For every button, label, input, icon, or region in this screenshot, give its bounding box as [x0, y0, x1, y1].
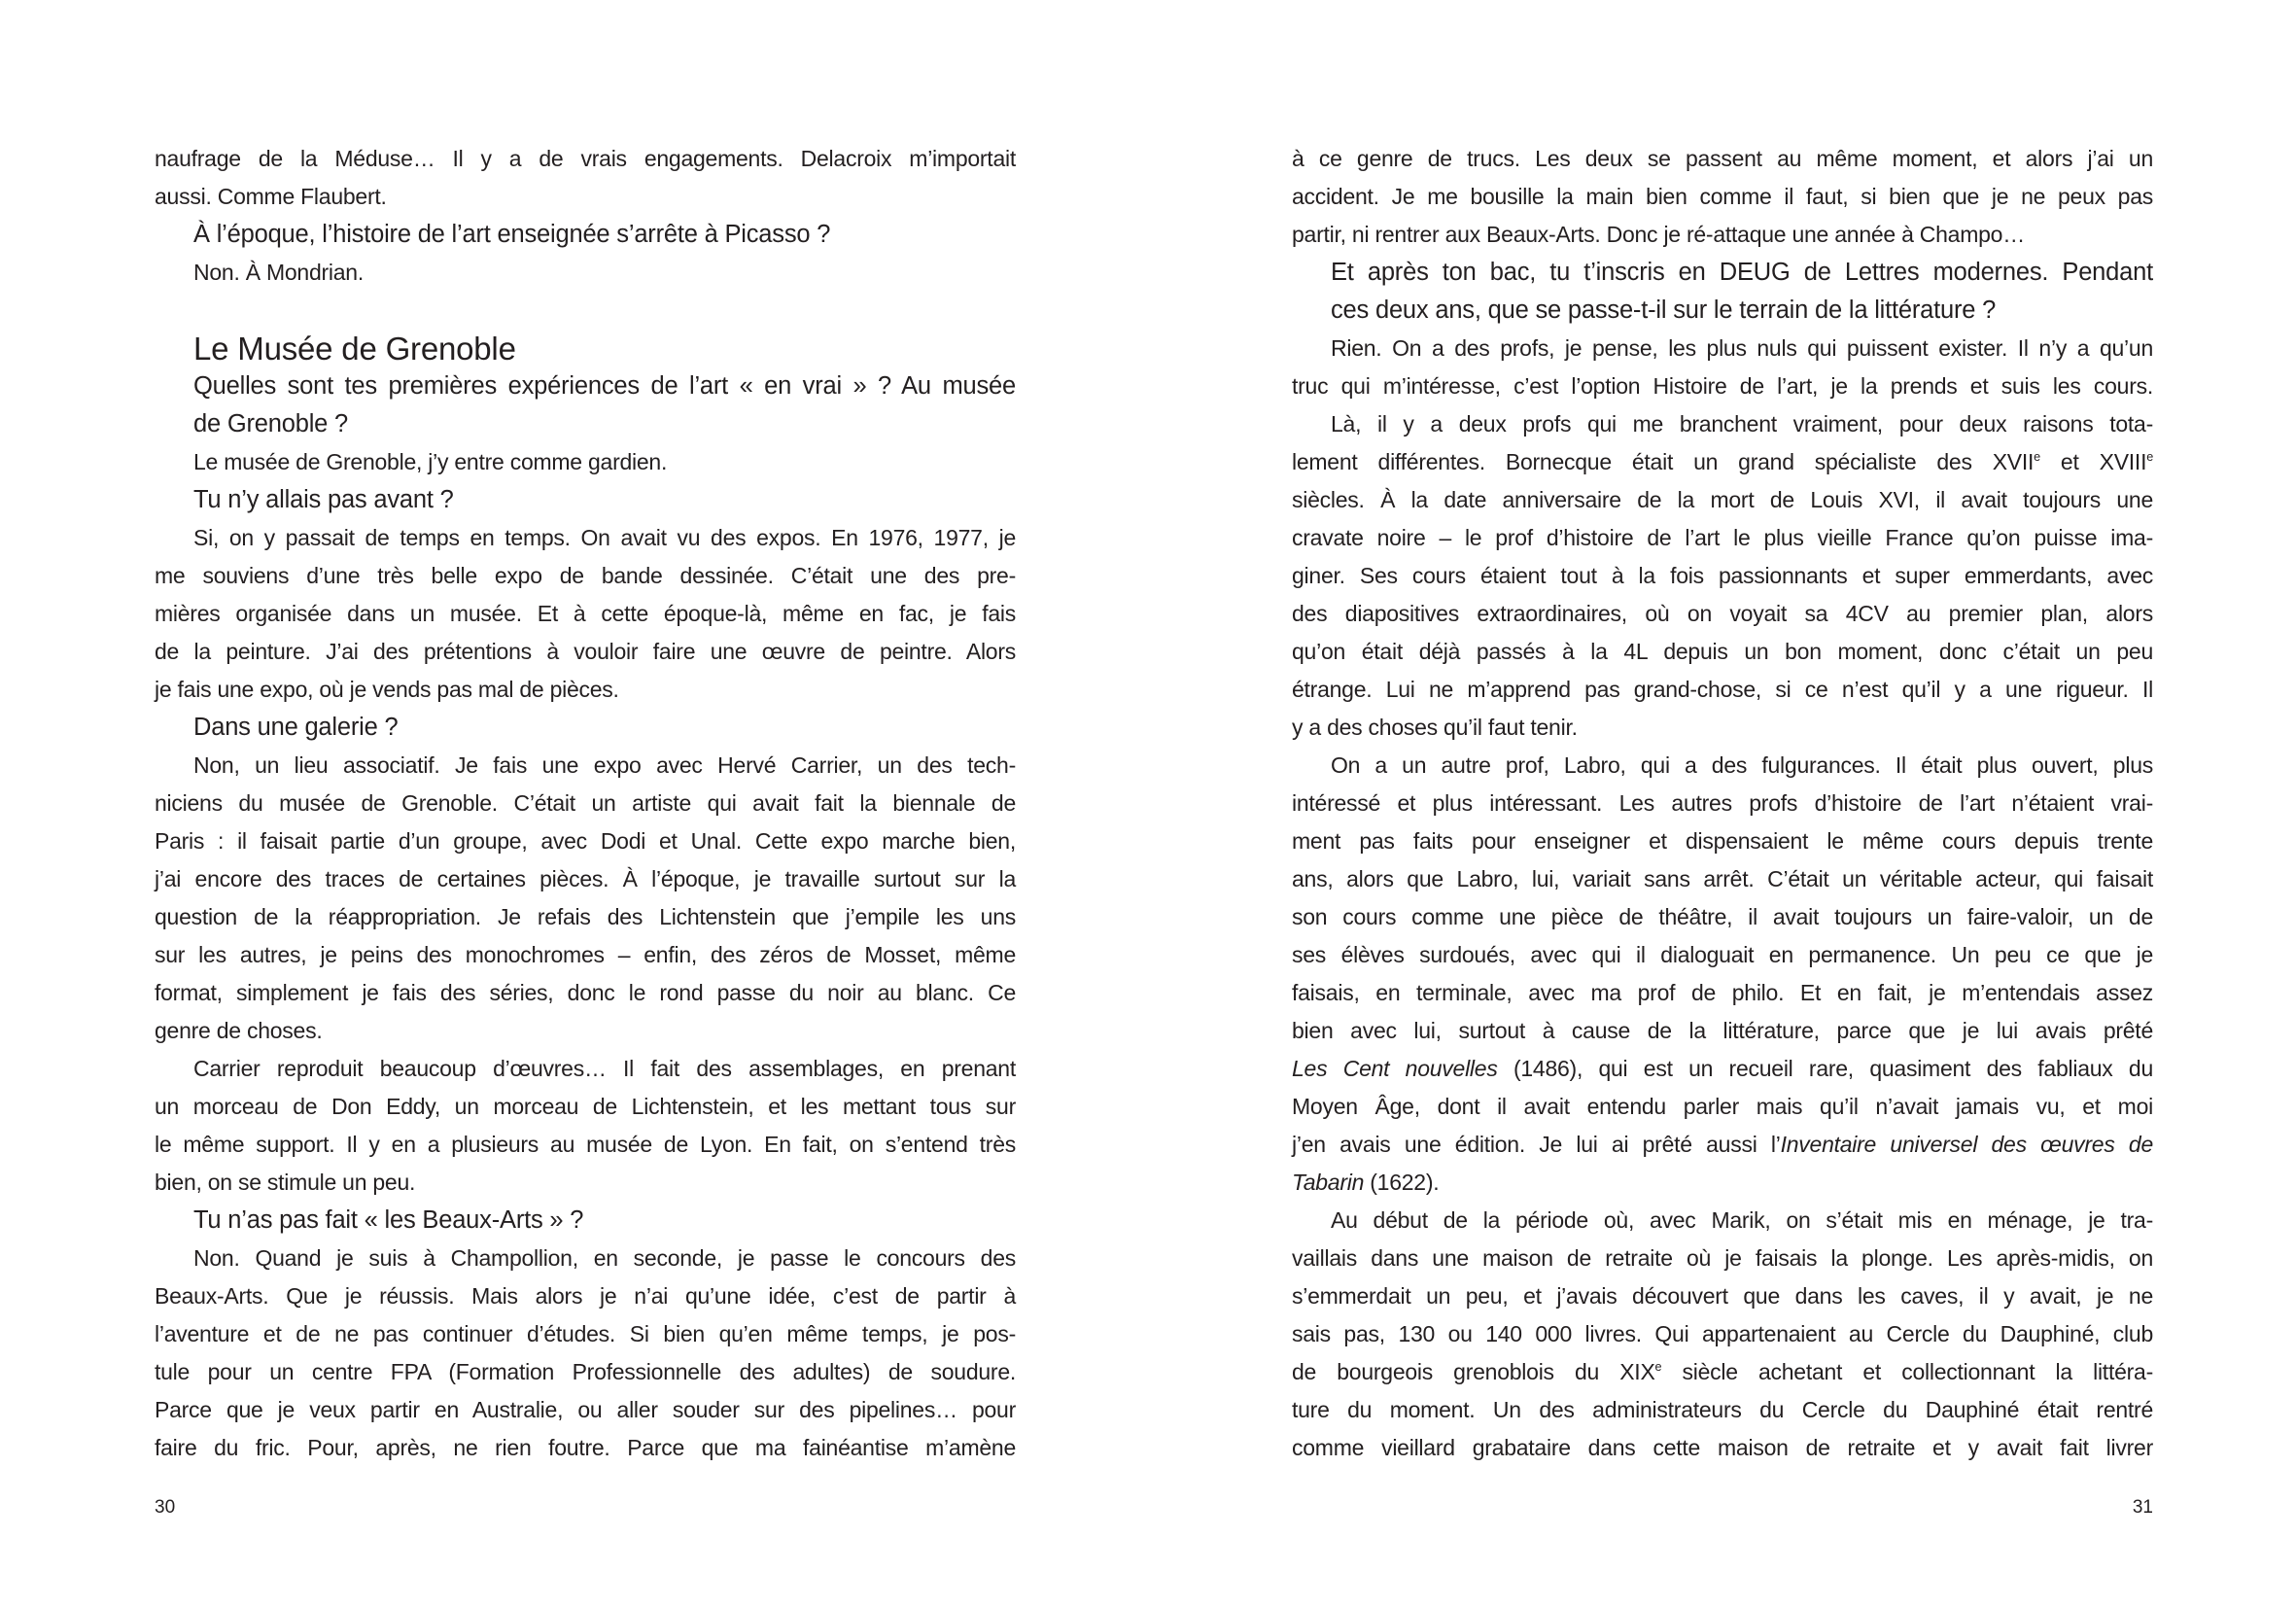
line-content: je fais une expo, où je vends pas mal de pièces.	[155, 677, 619, 702]
line-content: giner. Ses cours étaient tout à la fois passionnants et super emmerdants, avec	[1292, 563, 2153, 588]
text-line	[1292, 216, 2153, 254]
line-content: bien, on se stimule un peu.	[155, 1170, 416, 1195]
text-line	[155, 254, 1016, 292]
line-content: ture du moment. Un des administrateurs du Cercle du Dauphiné était rentré	[1292, 1397, 2153, 1422]
line-content: Le Musée de Grenoble	[193, 331, 516, 367]
text-line	[1292, 898, 2153, 936]
text-line	[155, 785, 1016, 822]
line-content: Non, un lieu associatif. Je fais une expo avec Hervé Carrier, un des tech-	[193, 752, 1016, 778]
line-content	[1292, 1132, 2153, 1157]
interview-question	[155, 481, 1016, 519]
line-content: le même support. Il y en a plusieurs au musée de Lyon. En fait, on s’entend très	[155, 1132, 1016, 1157]
text-line	[155, 747, 1016, 785]
line-content: Et après ton bac, tu t’inscris en DEUG de Lettres modernes. Pendant	[1331, 259, 2153, 286]
text-line	[155, 898, 1016, 936]
line-content: Tu n’y allais pas avant ?	[193, 486, 454, 513]
text-line	[1292, 1353, 2153, 1391]
line-content	[1292, 1056, 2153, 1081]
text-line	[1292, 1202, 2153, 1240]
line-content: Dans une galerie ?	[193, 714, 399, 741]
text-segment: j’en avais une édition. Je lui ai prêté aussi l’	[1292, 1132, 1781, 1157]
line-content: comme vieillard grabataire dans cette maison de retraite et y avait fait livrer	[1292, 1435, 2153, 1460]
text-line	[1292, 595, 2153, 633]
text-line	[155, 443, 1016, 481]
line-content: l’aventure et de ne pas continuer d’études. Si bien qu’en même temps, je pos-	[155, 1321, 1016, 1346]
text-line	[155, 1164, 1016, 1202]
line-content: Si, on y passait de temps en temps. On avait vu des expos. En 1976, 1977, je	[193, 525, 1016, 550]
text-line	[1292, 330, 2153, 367]
text-line	[155, 1240, 1016, 1277]
line-content: Tu n’as pas fait « les Beaux-Arts » ?	[193, 1206, 584, 1234]
text-line	[1292, 974, 2153, 1012]
text-line	[155, 822, 1016, 860]
line-content: niciens du musée de Grenoble. C’était un artiste qui avait fait la biennale de	[155, 790, 1016, 816]
text-line	[1292, 633, 2153, 671]
line-content: partir, ni rentrer aux Beaux-Arts. Donc je ré-attaque une année à Champo…	[1292, 222, 2025, 247]
line-content: question de la réappropriation. Je refais des Lichtenstein que j’empile les uns	[155, 904, 1016, 929]
line-content: s’emmerdait un peu, et j’avais découvert que dans les caves, il y avait, je ne	[1292, 1283, 2153, 1309]
line-content	[1292, 449, 2153, 474]
text-line	[1292, 1391, 2153, 1429]
line-content: À l’époque, l’histoire de l’art enseignée s’arrête à Picasso ?	[193, 221, 831, 248]
text-line	[1292, 443, 2153, 481]
line-content: accident. Je me bousille la main bien comme il faut, si bien que je ne peux pas	[1292, 184, 2153, 209]
line-content: des diapositives extraordinaires, où on voyait sa 4CV au premier plan, alors	[1292, 601, 2153, 626]
text-line	[1292, 1012, 2153, 1050]
line-content: vaillais dans une maison de retraite où je faisais la plonge. Les après-midis, on	[1292, 1245, 2153, 1271]
line-content: truc qui m’intéresse, c’est l’option Histoire de l’art, je la prends et suis les cours.	[1292, 373, 2153, 399]
text-line	[155, 557, 1016, 595]
text-line	[1292, 709, 2153, 747]
line-content: Là, il y a deux profs qui me branchent vraiment, pour deux raisons tota-	[1331, 411, 2153, 437]
line-content: ment pas faits pour enseigner et dispensaient le même cours depuis trente	[1292, 828, 2153, 854]
line-content: ses élèves surdoués, avec qui il dialoguait en permanence. Un peu ce que je	[1292, 942, 2153, 967]
interview-question	[1292, 292, 2153, 330]
text-line	[1292, 178, 2153, 216]
text-line	[1292, 747, 2153, 785]
italic-title: Tabarin	[1292, 1170, 1365, 1195]
line-content: intéressé et plus intéressant. Les autres profs d’histoire de l’art n’étaient vrai-	[1292, 790, 2153, 816]
italic-title: Inventaire universel des œuvres de	[1780, 1132, 2153, 1157]
right-page-text	[1292, 140, 2153, 1467]
line-content: On a un autre prof, Labro, qui a des fulgurances. Il était plus ouvert, plus	[1331, 752, 2153, 778]
line-content: cravate noire – le prof d’histoire de l’art le plus vieille France qu’on puisse ima-	[1292, 525, 2153, 550]
line-content: Non. Quand je suis à Champollion, en seconde, je passe le concours des	[193, 1245, 1016, 1271]
text-segment: (1486), qui est un recueil rare, quasiment des fabliaux du	[1497, 1056, 2153, 1081]
interview-question	[155, 367, 1016, 405]
line-content: son cours comme une pièce de théâtre, il avait toujours un faire-valoir, un de	[1292, 904, 2153, 929]
text-segment: et XVIII	[2039, 449, 2147, 474]
line-content: Carrier reproduit beaucoup d’œuvres… Il fait des assemblages, en prenant	[193, 1056, 1016, 1081]
section-heading	[155, 330, 1016, 367]
text-line	[1292, 1277, 2153, 1315]
text-line	[1292, 671, 2153, 709]
line-content: Moyen Âge, dont il avait entendu parler mais qu’il n’avait jamais vu, et moi	[1292, 1094, 2153, 1119]
page-number-left: 30	[155, 1497, 176, 1518]
text-line	[155, 633, 1016, 671]
line-content: à ce genre de trucs. Les deux se passent au même moment, et alors j’ai un	[1292, 146, 2153, 171]
text-segment: de bourgeois grenoblois du XIX	[1292, 1359, 1655, 1384]
line-content: Rien. On a des profs, je pense, les plus nuls qui puissent exister. Il n’y a qu’un	[1331, 335, 2153, 361]
text-line	[1292, 1315, 2153, 1353]
left-page-text	[155, 140, 1016, 1467]
line-content: un morceau de Don Eddy, un morceau de Lichtenstein, et les mettant tous sur	[155, 1094, 1016, 1119]
text-line	[1292, 1050, 2153, 1088]
line-content: sur les autres, je peins des monochromes – enfin, des zéros de Mosset, même	[155, 942, 1016, 967]
line-content: tule pour un centre FPA (Formation Professionnelle des adultes) de soudure.	[155, 1359, 1016, 1384]
text-line	[155, 1277, 1016, 1315]
text-line	[155, 1429, 1016, 1467]
line-content: genre de choses.	[155, 1018, 323, 1043]
line-content	[1292, 1359, 2153, 1384]
text-line	[1292, 557, 2153, 595]
text-line	[155, 671, 1016, 709]
text-line	[155, 595, 1016, 633]
line-content: de Grenoble ?	[193, 410, 349, 437]
line-content: Au début de la période où, avec Marik, on s’était mis en ménage, je tra-	[1331, 1207, 2153, 1233]
superscript: e	[2034, 450, 2040, 465]
text-line	[1292, 860, 2153, 898]
text-segment: siècle achetant et collectionnant la littéra-	[1661, 1359, 2153, 1384]
line-content: ans, alors que Labro, lui, variait sans arrêt. C’était un véritable acteur, qui faisait	[1292, 866, 2153, 891]
text-line	[1292, 1429, 2153, 1467]
line-content: Paris : il faisait partie d’un groupe, avec Dodi et Unal. Cette expo marche bien,	[155, 828, 1016, 854]
interview-question	[155, 216, 1016, 254]
text-line	[1292, 1126, 2153, 1164]
text-line	[155, 1050, 1016, 1088]
text-line	[1292, 405, 2153, 443]
text-line	[155, 860, 1016, 898]
interview-question	[1292, 254, 2153, 292]
line-content: j’ai encore des traces de certaines pièces. À l’époque, je travaille surtout sur la	[155, 866, 1016, 891]
text-line	[155, 936, 1016, 974]
italic-title: Les Cent nouvelles	[1292, 1056, 1498, 1081]
line-content: sais pas, 130 ou 140 000 livres. Qui appartenaient au Cercle du Dauphiné, club	[1292, 1321, 2153, 1346]
text-line	[1292, 1164, 2153, 1202]
line-content: faire du fric. Pour, après, ne rien foutre. Parce que ma fainéantise m’amène	[155, 1435, 1016, 1460]
interview-question	[155, 709, 1016, 747]
line-content: Quelles sont tes premières expériences de l’art « en vrai » ? Au musée	[193, 372, 1016, 400]
line-content: siècles. À la date anniversaire de la mort de Louis XVI, il avait toujours une	[1292, 487, 2153, 512]
text-line	[1292, 140, 2153, 178]
text-line	[1292, 481, 2153, 519]
text-segment: (1622).	[1364, 1170, 1440, 1195]
superscript: e	[2146, 450, 2153, 465]
line-content: Parce que je veux partir en Australie, ou aller souder sur des pipelines… pour	[155, 1397, 1016, 1422]
line-content	[1292, 1170, 1439, 1195]
text-line	[1292, 367, 2153, 405]
text-line	[1292, 1240, 2153, 1277]
line-content: Le musée de Grenoble, j’y entre comme gardien.	[193, 449, 668, 474]
text-line	[155, 1391, 1016, 1429]
text-line	[155, 1088, 1016, 1126]
line-content: qu’on était déjà passés à la 4L depuis un bon moment, donc c’était un peu	[1292, 639, 2153, 664]
text-line	[1292, 1088, 2153, 1126]
text-segment: lement différentes. Bornecque était un grand spécialiste des XVII	[1292, 449, 2035, 474]
text-line	[1292, 936, 2153, 974]
interview-question	[155, 405, 1016, 443]
text-line	[155, 1315, 1016, 1353]
line-content: naufrage de la Méduse… Il y a de vrais engagements. Delacroix m’importait	[155, 146, 1016, 171]
text-line	[1292, 822, 2153, 860]
line-content: bien avec lui, surtout à cause de la littérature, parce que je lui avais prêté	[1292, 1018, 2153, 1043]
text-line	[1292, 519, 2153, 557]
page-number-right: 31	[2132, 1497, 2153, 1518]
superscript: e	[1654, 1360, 1662, 1375]
line-content: aussi. Comme Flaubert.	[155, 184, 387, 209]
line-content: Non. À Mondrian.	[193, 260, 364, 285]
line-content: y a des choses qu’il faut tenir.	[1292, 715, 1578, 740]
line-content: de la peinture. J’ai des prétentions à vouloir faire une œuvre de peintre. Alors	[155, 639, 1016, 664]
line-content: format, simplement je fais des séries, donc le rond passe du noir au blanc. Ce	[155, 980, 1016, 1005]
text-line	[155, 974, 1016, 1012]
text-line	[155, 1126, 1016, 1164]
text-line	[155, 178, 1016, 216]
text-line	[155, 1012, 1016, 1050]
interview-question	[155, 1202, 1016, 1240]
line-content: faisais, en terminale, avec ma prof de philo. Et en fait, je m’entendais assez	[1292, 980, 2153, 1005]
text-line	[155, 140, 1016, 178]
line-content: Beaux-Arts. Que je réussis. Mais alors je n’ai qu’une idée, c’est de partir à	[155, 1283, 1016, 1309]
text-line	[155, 1353, 1016, 1391]
line-content: ces deux ans, que se passe-t-il sur le terrain de la littérature ?	[1331, 297, 1997, 324]
line-content: me souviens d’une très belle expo de bande dessinée. C’était une des pre-	[155, 563, 1016, 588]
line-content: étrange. Lui ne m’apprend pas grand-chose, si ce n’est qu’il y a une rigueur. Il	[1292, 677, 2153, 702]
line-content: mières organisée dans un musée. Et à cette époque-là, même en fac, je fais	[155, 601, 1016, 626]
text-line	[155, 519, 1016, 557]
text-line	[1292, 785, 2153, 822]
